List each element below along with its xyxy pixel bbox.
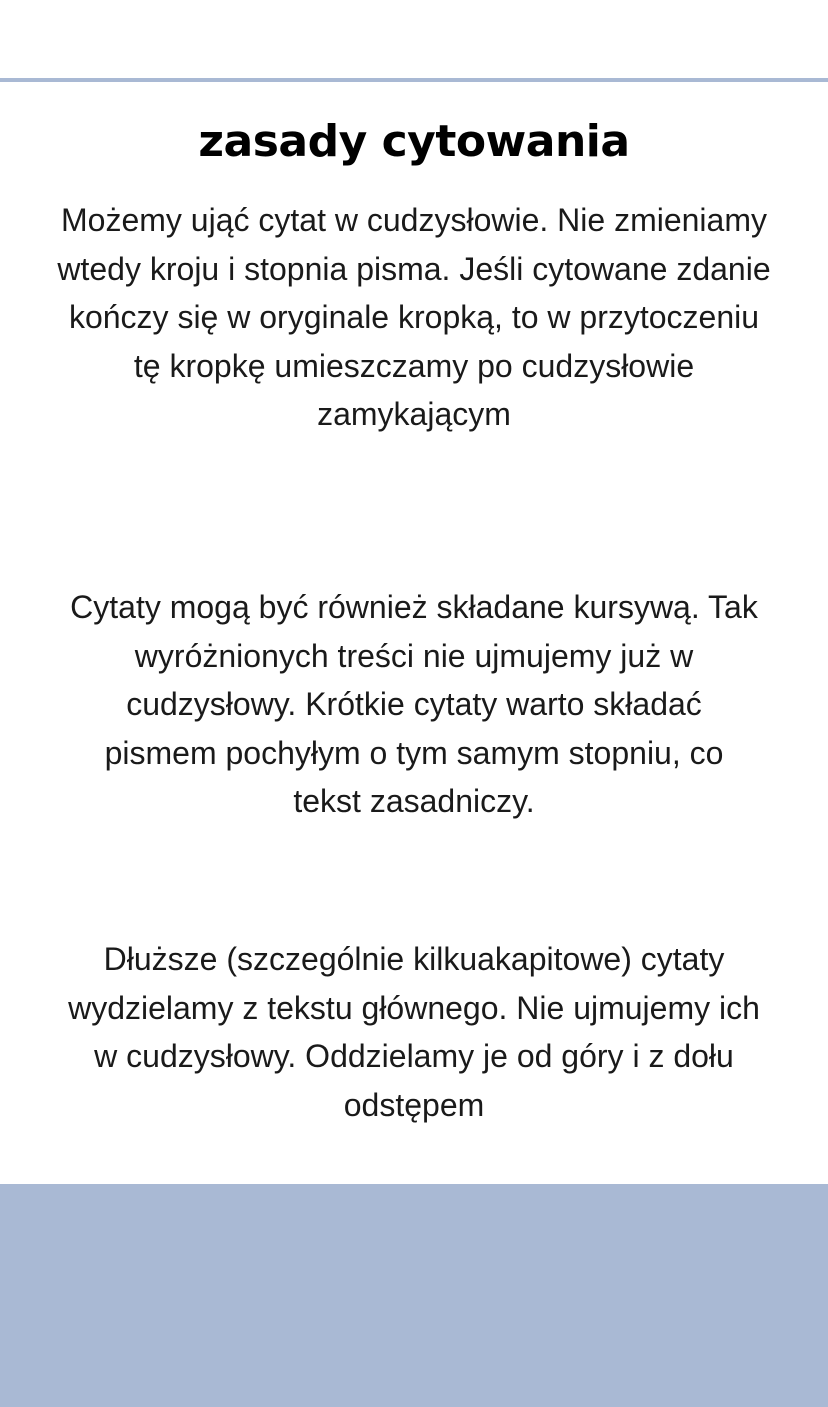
paragraph-line: wtedy kroju i stopnia pisma. Jeśli cytowane zdanie: [57, 250, 771, 287]
paragraph-line: Możemy ująć cytat w cudzysłowie. Nie zmieniamy: [61, 202, 767, 238]
paragraph-line: wydzielamy z tekstu głównego. Nie ujmujemy ich: [68, 989, 760, 1026]
paragraph-line: pismem pochyłym o tym samym stopniu, co: [104, 734, 724, 771]
paragraph-line: tekst zasadniczy.: [293, 783, 535, 819]
paragraph-line: zamykającym: [317, 396, 511, 432]
paragraph-line: Cytaty mogą być również składane kursywą. Tak: [70, 589, 758, 625]
paragraph-line: tę kropkę umieszczamy po cudzysłowie: [133, 347, 695, 384]
paragraph-long-quotes: [0, 935, 828, 1129]
paragraph-line: Dłuższe (szczególnie kilkuakapitowe) cytaty: [103, 941, 725, 977]
paragraph-italic-quotes: [0, 583, 828, 826]
paragraph-line: w cudzysłowy. Oddzielamy je od góry i z dołu: [94, 1038, 734, 1074]
paragraph-line: kończy się w oryginale kropką, to w przytoczeniu: [68, 299, 760, 335]
paragraph-line: cudzysłowy. Krótkie cytaty warto składać: [126, 686, 702, 722]
bottom-color-band: [0, 1184, 828, 1407]
paragraph-quotation-marks: [0, 196, 828, 439]
paragraph-line: odstępem: [343, 1086, 485, 1123]
page-title: zasady cytowania: [198, 116, 630, 167]
paragraph-line: wyróżnionych treści nie ujmujemy już w: [134, 637, 694, 674]
top-divider-line: [0, 78, 828, 82]
